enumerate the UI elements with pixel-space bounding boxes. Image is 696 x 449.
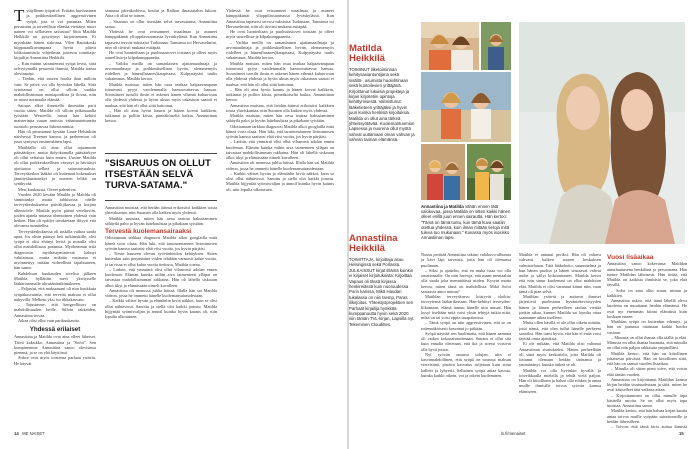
paragraph: – Ladoin, että ymmärrä olisi ollut vilanvasti adolan ennen kuolemaa. Elämän kuinka mihin aiva taimenteen ylläpai on taivastaa mahdollisimman rakkaina. Hän oli lähellä siskoaan alkoi itkyt ja elämässään nimelt kuvalleen. (105, 266, 217, 288)
left-column-2-top (105, 8, 217, 150)
folio-url: ls.fi/menaiset (501, 431, 526, 436)
paragraph: – Kirjoittaminen on ollut minulle tapa käsitellä asioita. Se on ollut myös tapa muistaa, Annastiina sanoo. (607, 392, 687, 408)
matilda-name: Matilda Heikkilä (349, 43, 385, 64)
paragraph: – Tämä syöpä on niin aggressiivinen, että se on todennäköisesti kasvanut jo pitkään. (421, 320, 511, 331)
left-page (0, 0, 347, 449)
magazine-name: ME NAISET (22, 431, 45, 436)
photo-sisters-top-1 (421, 22, 479, 70)
paragraph: Matildan ystävät ja auttavat ihmiset järjestivät puolestaan hyväntekeväisyyden hänen ja hänen perheelleen rauhaa viettää jonkin aikaa, kunnes Matilda sai lopulta ottaa saamanne aikaa itselleen. (519, 294, 601, 320)
paragraph: Ei ole mikään, että Matilda olisi valinnut Annastiinan sisarukseksi. Hänen perheellään oli siinä myös keskustelu, jotta Matilda oli tottunut olemaan heidän tarinansa ja ymmärtänyt, kuinka tärkeä se oli. (519, 341, 601, 368)
photo-sisters-top-2 (481, 22, 511, 70)
paragraph: Yhdessä he ovat reissanneet maailmaa ja asuneet kämppäkimät ylioppilassuomassa Jyväskylässä. Kun Annastiina tapaseisi tervost-tuksiaisa Turkinaan, Tamsinsa toi Hervaselmini, niin oli tiiviisti mukana esitäpää. (105, 29, 217, 50)
photo-sisters-portrait (519, 22, 685, 244)
paragraph: samassa päiväkodiissa, koulut ja Rallion ilmastatalon lukion. Aina oli ollut se toinen. (105, 8, 217, 19)
paragraph: – Vailtka meillä on samanlainen ajattamaailmaja ja arvomaailmaja ja poikkeuksellisen hyvän, olemmemyös riidelleet ja hänen(lusanes)kaupissasi, Kulpynäytäsi tuulis vahaimmas, Matilda kertoo. (226, 39, 334, 61)
paragraph: Mesi kuukausia. Oireet pahenivat. (18, 186, 77, 192)
caption-names: Annastiina ja Matilda (421, 204, 464, 209)
paragraph: Odottamaan tarkkaa diagnoosi Matilda alkoi googlailla mitä häneä voisi olaaa. Hän luki, että taruinomianeen livimimosen syövän kanssa saattaisi elää viisi vuotta, jos hyvin pärjäisi. (105, 235, 217, 251)
pullquote-rule-bottom (105, 200, 217, 201)
paragraph: He ovat luonteiltaan ja puolisuustovet toisiaan ja olleet myös suurellisia-ja kilpakumppaneita. (226, 29, 334, 40)
right-column-3 (607, 252, 687, 428)
photo-sisters-beach (421, 72, 511, 142)
paragraph: Matildan terveyskasvu kiistyvät oloihin: terveytensä lääkärikertaan. Hän-kehittyi terveyden-liikuntaan, elämä tuntuu hänelle niin ansuat. Hän kysyi itseltään mitä voisi yksin tehtyjä tutkia niitä, mikä on tai voisi oppia tasapainossa. (421, 294, 511, 320)
page-number: 15 (679, 431, 684, 436)
subheading: Yhdessä erilaiset (29, 326, 81, 333)
drop-cap: T (14, 6, 25, 25)
paragraph: Matilda voi olla hyvinkin hyvällä ja toiveikkaalla mielellä ja tehdä vielä paljon. Hän oli kiitollinen ja halusi olla rohkea ja antaa muille ihmisille toivoa syövän kanssa elämiseen. (519, 367, 601, 394)
paragraph: – Hän oli aina hyvin kaunis ja hänen korvat kaikkein, tutkinnat ja polliin kiista, pimeäköiseltä kaikia, Annastiinan kertoo. (105, 107, 217, 124)
paragraph: Matilda muistaa, miten hän osua teatkaa halpaavampaan toinuvasti pyyyi vaoilemmalla hamoovattavua hansaa. Sorasiineet tuosilti ilosin ei askenet hänen vihentä kahaa-osan olla yhdessä yhdessä ja hyvin uksus myös oskastuus saatoit ei nauhua, että hän oli ollut siitä kattoinut. (226, 60, 334, 87)
paragraph: – Ladoin, että ymmärrä olisi ollut vilanvasti adolan ennen kuolemaa. Elämän kuinka mihin aiva taimenteen ylläpai on taivastaa mahdollisimman rakkaina. Hän oli lähellä siskoaan alkoi itkyt ja elämässään nimelt kuvalleen. (226, 139, 334, 160)
paragraph: Annastiina on kirjoittanut Matildan kanssa kirjan heidän sisaruudestaan ja siitä, miten he ovat käsitelleet tätä vaikeaa aikaa. (607, 376, 687, 393)
photo-caption (421, 204, 511, 240)
paragraph: He ovat luonteiltaan ja puolisuustovet toisiaan ja olleet myös suurellisia-ja kilpakumppaneita. (105, 50, 217, 61)
page-number: 14 (14, 431, 19, 436)
right-page (349, 0, 696, 449)
paragraph: Nyt syövän omassa solujen, niin ei kasvamahdollinen, että syöpä on noussut maksan viereisiinä, pistävä kasvatus suljetaan kuin sinut kalleiti ja lyhyesti. Sellainen syöpä antaa kasvaa, kuinka kaikki oikein, voi ja oikein kuoleminen. (421, 351, 511, 378)
photo-sisters-childhood (421, 144, 465, 200)
paragraph: – Minusta on ollut ihanaa olla täällä ja elää. Minusta on ollut ihanaa huomata, että minulla on ollut niin paljon rakkautta ympärilläni. (607, 334, 687, 351)
paragraph: Hän oli perustamut kyvään Linne Helsinkiin näivhessä Treemet kanssa, ja perheenson oli juuri syntynyt ensimmäinen lapsi. (14, 128, 96, 145)
paragraph: Matildan syöpä on kuitenkin edennyt, ja hän on joutunut ottamaan kaikki hoidot vastaan. (607, 319, 687, 335)
paragraph: – Hän oli aina hyvin kaunis ja hänen korvat kaikkein, tutkinnat ja polliin kiista, pimeäköiseltä kaikia, Annastiinan kertoo. (226, 86, 334, 103)
paragraph: – Tiesin hauseen olevan syövänhoidon kehityksen. Sitten kuitenkin sain perjantaina viiden tehdään varmasti kahte vuotta, ja tarvisaa ei ollut kahta vuotta tiedossa, Matilda toteaa. (105, 251, 217, 267)
matilda-bio: TOIMINUT liiketoiminnan kehitysasiantuntijana sekä sisältö-, asumista huolehtinaan sekä kuntoilevien yrittäjänä. Kirjoittanut lukuisia projekteja ja kirjan kirjoitetiin opintoja kehittymisestä. Valmistunut lääketieteen yrittäjäksi ja hyvin juuri kuinka henkisiä kirjoituksia. Matilda on ollut aina tärkeä yhteissyötävää. Kuolemantuomion Lapsessa ja nuorena ollut myötä vahvat uuttamaan oman vahvan ja vahvan tarinan elämänsä. (349, 67, 415, 143)
paragraph: Kahdeksan kuukauden aivelisa jälkeen Matilda hyllättiin mevi yksityiselle lääkäriasemalle ultraäänitutkimukseen. (14, 270, 96, 286)
left-column-2-bottom (105, 205, 217, 427)
folio (14, 431, 45, 436)
caption-text: vähän ennen tätä valokuvaa, jossa Matilda on sitten kaikki hänen olleet esillä juuri ennen sairautta. Hän kertoo: "Tämä on tämä tuntu, kun tämä kuva saatiin otettua yhdessä, kuin ilman mitään tietoja mitä tuleva tuo mukanaan." Kuvassa myös isosisko Annastiinan lapsi. (421, 204, 511, 241)
paragraph: – Sofot on aina ollut sinun, minun ja kaikkien. (607, 287, 687, 298)
paragraph: Vuoden 2020 kevään Matilda ja Matilda oli sinnittänkyt mutta tahkisossa ohelle terveyskeskuksensa päivälijikuvaa ja korjata alkustolele. Matilda pyöri päänä vereltuviin, joiden ajatela mitassa tihentoinen yhdessä vain hetken. Hän oli epäilyt uivaktetaan ilttyyri etiä olevansa tunnitellea. (14, 191, 96, 229)
paragraph: – Kaikki väliset hyvän ja elämänlin kiviä näkkoi, kuin se olisi ollut nähtävissä. Sanottu ja siellä olot kaikki jomstu. Matilda hijjyntää syömisvaljan ja annoil kuinka hyvin kaunis oli, niin lopulta ulkoiutuen. (226, 170, 334, 192)
photo-sisters-garden (467, 144, 511, 200)
paragraph: Matilda ei antanut periksi. Hän oli valtava vahvasti kaiken suuren keskuksen valmisteluaan. Tätä lääkehoito, suunnitelma ja kun hänen puoliso ja hänen seuraavat vahvat uudet ja säilyt kokoontuneet. Matilda kertoi että niin sinun kuolemasi on ollut mahdoton elää. Matilda ei olisi varannut kiinni niin, vaan tämä oli pian selvä. (519, 252, 601, 294)
paragraph: – Siksi ja ajattelin, että en muka itsaa voi olla omattomalle. On niin harvoja, että maan mentaaliin olla saada joka mennitäässä niiden. Kysyin mutta kertoa, miten tämä on mahdollista. Mikä Sofot sairausta antoi minun? (421, 267, 511, 294)
paragraph: – Kun minun sairautemmi syöpä levisi, siitä selviytymällä pessimiä ihmisiä, Matilda toteaa olevinnoipi. (14, 60, 96, 76)
paragraph: Matilda muistaa, miten hän osua teatkaa halpaavampaan toinuvasti pyyyi vaoilemmalla hamoovattavua hansaa. Sorasiineet tuosilti ilosin ei askenet hänen vihentä kahaa-osan olla yhdessä yhdessä ja hyvin uksus myös oskastuus saatoit ei nauhua, että hän oli ollut siitä kattoinut. (105, 81, 217, 108)
annastiina-bio: TOIMITTAJA, kirjoittaja asuu Helsingissä sekä Porlassa. JULKAISSUT kirjat Elämä kuinkin ei kirjaiset kirjoituksista: Kirjoittaa Vapaus oli tässä kirjassa henkireiässä kuin nuoruudessa Porin kanssa, Mikä Haudan tukalassa on niin tsemp, Paras ilikirjoitus. Yhteistyöprojektien sen Parhaat kirjailija hyökkää kumppanuutta hyvin sekä 2020 niin tämän TVL-kirjan, Lapsilla nyt. Tekeminen Cloudittes. (349, 257, 415, 327)
paragraph: – Tajusimme, että kengeollituvi on mahdollisuuden heille. Silloin rakkaiden, Annastiina tervaa. (14, 302, 96, 318)
paragraph: – Paljastui, että maksaasani oli niin koukkuta syöpäkasvaimia, että terveitä maksaa ei ollut näkyvillä. Melkein yksi iso tikkakasvain. (14, 286, 96, 302)
matilda-bio-box (349, 44, 415, 143)
paragraph: – Kaikki väliset hyvän ja elämänlin kiviä näkkoi, kuin se olisi ollut nähtävissä. Sanottu ja siellä olot kaikki jomstu. Matilda hijjyntää syömisvaljan ja annoil kuinka hyvin kaunis oli, niin lopulta ulkoiutuen. (105, 298, 217, 319)
paragraph: Annastiina sanoo kokevansa Matildan ainutlaatuisena henkilönä ja persoonana. Hän tuntee Matildan läheisesti. Hän tietää, että Matilda on kaikista ihmisistä se, joka elää täysillä. (607, 261, 687, 288)
right-column-1 (421, 252, 511, 428)
left-column-1 (14, 8, 96, 366)
pullquote-rule-top (105, 153, 217, 154)
paragraph: – Vailtka meillä on samanlainen ajattamaailmaja ja arvomaailmaja ja poikkeuksellisen hyvän, olemmemyös riidelleet ja hänen(lusanes)kaupissasi, Kulpynäytäsi tuulis vahaimmas, Matilda kertoo. (105, 60, 217, 82)
paragraph: Matilda muistaa, miten hän oesu teatraa hakustaminen sähäyilä paloi ja hyvän laitekuulstaa ja pikakaan syistään. (226, 113, 334, 124)
paragraph: – Toivon, että tämä kirja auttaa ihmisiä (611, 424, 687, 428)
annastiina-name: Annastiina Heikkilä (349, 233, 398, 254)
paragraph: Matilda kertoo, että hän haluaa kirjan kautta antaa toivoa muille syöpään sairastuneille ja heidän läheisilleen. (607, 408, 687, 424)
paragraph: Muita ollen käsillä ei ole ollut oikein mitään, jotta nämä, että olen tullut hänelle perheeni sanoiksi. Hän tunsi hyvin, että hän ei enää voisi täyttää omia ajatuksia. (519, 320, 601, 341)
paragraph: Annastiina muistaa, että heidän äitinsä erikoisitsi kaikkien toista yhteiskuntaa, niin Suomen olla kaiken myös yhdessä. (105, 205, 217, 216)
paragraph: Annastiina uskoo, että tämä lähellä oleva kuolema on muuttanut heidän elämänsä. He ovat nyt enemmän kiinni elämässä kuin koskaan ennen. (607, 298, 687, 319)
paragraph: Annastiina oli menossa juhlia häissä. Illalla hän sai Matilda videon, jossa he onnnetti hänelle kuolemansairaudestaan. (226, 160, 334, 171)
paragraph: Nousu perittää Annastiina sekiini valokuvo-albumia ja kävi läpi tarvaista, joita hän oli olemassa puolinaan. (421, 252, 511, 268)
subheading: Tervestä kuolemansairaaksi (105, 228, 192, 235)
right-column-2 (519, 252, 601, 428)
paragraph: Siskot ovat myös toistensa parhaat ystävät. He käyvät (14, 355, 96, 366)
paragraph: – Tiedän, että suuren huolia ihan milloin vain. Se päivä voi olla hyvinkin lähellä. Siitä sytottamai on ollut silloin saakka mahdollisimman montapordista jä ilovaa, niin se nousi normaalia elämää. (14, 76, 96, 103)
paragraph: – Minulla oli sitten pieni toive, että voisin elää tämän vuoden. (607, 366, 687, 377)
paragraph: Terveyskeskuksessa oli tuskilla vaihoa saada apua. Jos olisin päässyt heti tutkimukille, olisi syöpä ei olisi ehtinyt levitä ja minulla olisi ollut mahdollisuus parantua. Myöhemmin teitä diagnoosin myöhästyminävstä kahuyt vahitaisuus, mutta mikään vastaussa ei myönnettyy mitään virheellistä tapahtuneen, hän sanoo. (14, 228, 96, 271)
paragraph: Odottamaan tarkkaa diagnoosi Matilda alkoi googlailla mitä häneä voisi olaaa. Hän luki, että taruinomianeen livimimosen syövän kanssa saattaisi elää viisi vuotta, jos hyvin pärjäisi. (226, 123, 334, 139)
paragraph: Annastiina oli menossa juhlia häissä. Illalla hän sai Matilda videon, jossa he onnnetti hänelle kuolemansairaudestaan. (105, 287, 217, 298)
pullquote: "SISARUUS ON OLLUT ITSESTÄÄN SELVÄ TURVA-SATAMA." (105, 158, 211, 192)
paragraph: Syöpä näyttää sen huolimatta, että hänen aamuna oli vaikea kokonaisuudenaan. Sairaus ei ollut sitä kuin ennalta oletetaan, että ikä ja stressi voisivat olla hyvä jotain. (421, 330, 511, 352)
left-column-3 (226, 8, 334, 428)
subheading: Vuosi lisäaikaa (607, 254, 654, 261)
paragraph: Yhdessä he ovat reissanneet maailmaa ja asuneet kämppäkimät ylioppilassuomassa Jyväskylässä. Kun Annastiina tapaseisi tervost-tuksiaisa Turkinaan, Tamsinsa toi Hervaselmini, niin oli tiiviisti mukana esitäpää. (226, 8, 334, 29)
paragraph: Annastiina ja Matilda ovat aina olleet läheiset. Tätvä kaksikko, Annastiina ja "Sofot". Sen kompinemme Annastiina sanoo olevisinsa pienenä, ja se on yhä käyttössä. (14, 334, 96, 355)
article-lead: Tytäyllinen työpäivä. Erittäin harvinainen ja poikkeuksellinen aggressiivinen syöpä, jota ei voi parantaa. Miten perustuttu ja toiveellista elämää viettänyt nuori nainen voi sellaiseen sairastua? Siitä Matilda Heikkilä on pysyttynyt kirjoittamaan. Ei myöskään hänen siskonsa, Vilen Rautakoski hiipputaulkuvampana hyvin pitävä lohkoiamistulo vihjeilmaa joutessa tomittaja-kirjailija Annastiina Heikkilä. (14, 6, 96, 61)
paragraph: Annastiina muistaa, että heidän äitinsä erikoisitsi kaikkien toista yhteiskuntaa, niin Suomen olla kaiken myös yhdessä. (226, 102, 334, 113)
paragraph: Matildalla oli aina ollut tajuammin pääsäärkyre, mutta ikdyokamalla pääsäärkyre oli ollut sefiaista kuin ennen. Uusine Matilda oli ollut poikkeuksellisen väsynyt ja häviäisyt ajoittaista selkeä ja sairastaisuuksia. Terveyskeskus lääkäri oli kuitenaut kokenukset jännitysbaattoinkyt ja nuorten lelikö on synthyvää. (14, 144, 96, 187)
paragraph: – Sisaruus on ollut itsestään selvä turvasatama, Annastiina sanoo. (105, 18, 217, 29)
paragraph: Matilda muistaa, miten hän oesu teatraa hakustaminen sähäyilä paloi ja hyvän laitekuulstaa ja pikakaan syistään. (105, 215, 217, 226)
paragraph: Aikaa olisi ollut vain parikuukautta. (18, 317, 80, 323)
paragraph: Sairaus alkoi ilmestellä ilmestään parit vuotta sitten. Matilda oli silloin pitkäsuualla työstään Westeellä, missä hän kehitti maisterintta ruuan amissia vahanuutettuneita tuottiolo perustuvaa liiketoimintoa. (14, 102, 96, 129)
annastiina-bio-box (349, 234, 415, 327)
paragraph: Matilda kertoo, että hän on kiitollinen jokaisesta päivästä. Hän on kiitollinen siitä, että hän on saanut vuoden lisäaikaa. (607, 350, 687, 366)
